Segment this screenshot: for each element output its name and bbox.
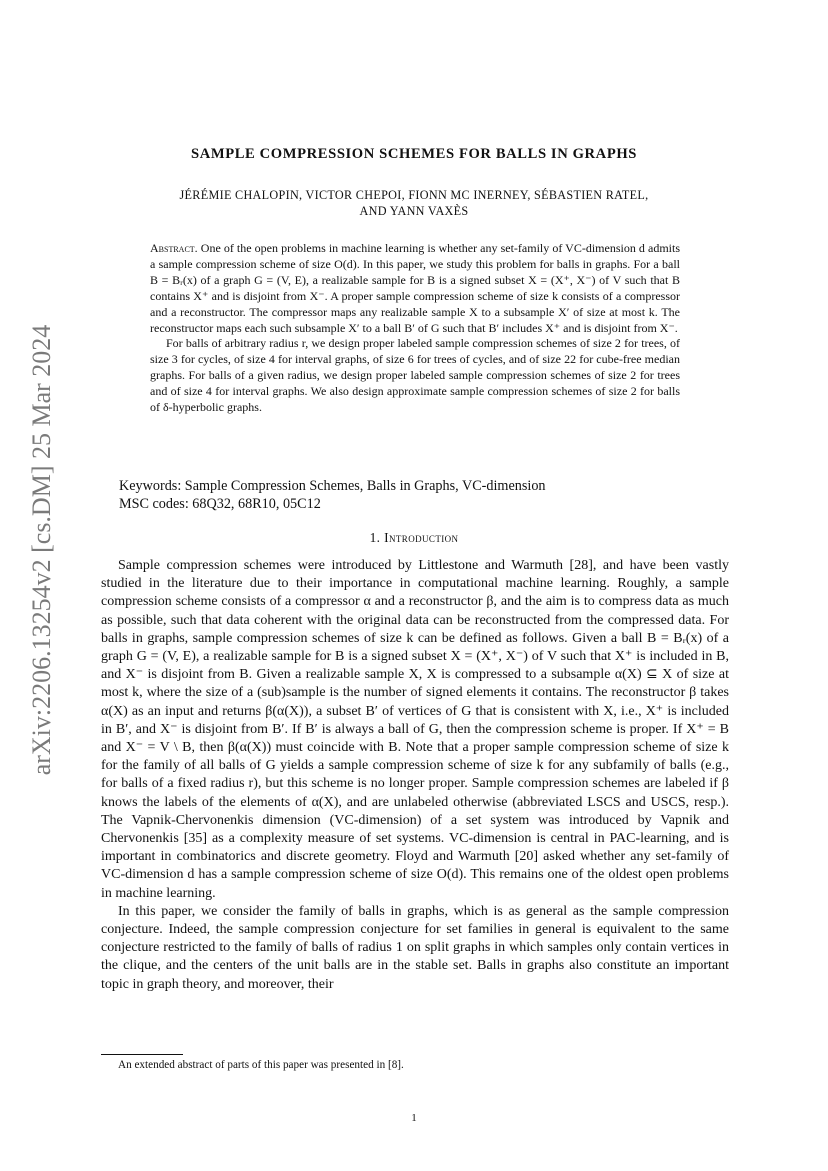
body-paragraph: In this paper, we consider the family of balls in graphs, which is as general as the sample compression conjecture. Indeed, the sample compression conjecture for set families in general is equivalent to the same conjecture restricted to the family of balls of radius 1 on split graphs in which samples only contain vertices in the clique, and the centers of the unit balls are in the stable set. Balls in graphs also constitute an important topic in graph theory, and moreover, their (101, 903, 729, 992)
authors-line-2: AND YANN VAXÈS (359, 204, 469, 218)
author-list (150, 187, 678, 219)
section-heading: 1. Introduction (369, 530, 459, 545)
authors-line-1: JÉRÉMIE CHALOPIN, VICTOR CHEPOI, FIONN MC INERNEY, SÉBASTIEN RATEL, (179, 188, 649, 202)
abstract-paragraph-1 (150, 241, 680, 336)
abstract-paragraph-1-text: One of the open problems in machine learning is whether any set-family of VC-dimension d admits a sample compression scheme of size O(d). In this paper, we study this problem for balls in graphs. For a ball B = Bᵣ(x) of a graph G = (V, E), a realizable sample for B is a signed subset X = (X⁺, X⁻) of V such that B contains X⁺ and is disjoint from X⁻. A proper sample compression scheme of size k consists of a compressor and a reconstructor. The compressor maps any realizable sample X to a subsample X′ of size at most k. The reconstructor maps each such subsample X′ to a ball B′ of G such that B′ includes X⁺ and is disjoint from X⁻. (150, 241, 680, 335)
footnote-rule (101, 1054, 183, 1055)
keywords-block (119, 477, 719, 513)
body-paragraph: Sample compression schemes were introduced by Littlestone and Warmuth [28], and have been vastly studied in the literature due to their importance in computational machine learning. Roughly, a sample compression scheme consists of a compressor α and a reconstructor β, and the aim is to compress data as much as possible, such that data coherent with the original data can be reconstructed from the compressed data. For balls in graphs, sample compression schemes of size k can be defined as follows. Given a ball B = Bᵣ(x) of a graph G = (V, E), a realizable sample for B is a signed subset X = (X⁺, X⁻) of V such that X⁺ is included in B, and X⁻ is disjoint from B. Given a realizable sample X, X is compressed to a subsample α(X) ⊆ X of size at most k, where the size of a (sub)sample is the number of signed elements it contains. The reconstructor β takes α(X) as an input and returns β(α(X)), a subset B′ of vertices of G that is consistent with X, i.e., X⁺ is included in B′, and X⁻ is disjoint from B′. If B′ is always a ball of G, then the compression scheme is proper. If X⁺ = B and X⁻ = V \ B, then β(α(X)) must coincide with B. Note that a proper sample compression scheme of size k for the family of all balls of G yields a sample compression scheme of size k for any subfamily of balls (e.g., for balls of a fixed radius r), but this scheme is no longer proper. Sample compression schemes are labeled if β knows the labels of the elements of α(X), and are unlabeled otherwise (abbreviated LSCS and USCS, resp.). The Vapnik-Chervonenkis dimension (VC-dimension) of a set system was introduced by Vapnik and Chervonenkis [35] as a complexity measure of set systems. VC-dimension is central in PAC-learning, and is important in combinatorics and discrete geometry. Floyd and Warmuth [20] asked whether any set-family of VC-dimension d has a sample compression scheme of size O(d). This remains one of the oldest open problems in machine learning. (101, 558, 729, 901)
page-number: 1 (411, 1112, 417, 1124)
msc-codes: MSC codes: 68Q32, 68R10, 05C12 (119, 496, 321, 512)
abstract-label: Abstract. (150, 241, 198, 255)
abstract (150, 241, 680, 416)
keywords: Keywords: Sample Compression Schemes, Balls in Graphs, VC-dimension (119, 478, 546, 494)
footnote: An extended abstract of parts of this paper was presented in [8]. (118, 1059, 404, 1071)
introduction-body (101, 557, 729, 994)
arxiv-identifier-stamp: arXiv:2206.13254v2 [cs.DM] 25 Mar 2024 (27, 324, 56, 776)
abstract-paragraph-2: For balls of arbitrary radius r, we design proper labeled sample compression schemes of size 2 for trees, of size 3 for cycles, of size 4 for interval graphs, of size 6 for trees of cycles, and of size 22 for cube-free median graphs. For balls of a given radius, we design proper labeled sample compression schemes of size 2 for trees and of size 4 for interval graphs. We also design approximate sample compression schemes of size 2 for balls of δ-hyperbolic graphs. (150, 336, 680, 415)
paper-title: SAMPLE COMPRESSION SCHEMES FOR BALLS IN GRAPHS (190, 146, 637, 162)
